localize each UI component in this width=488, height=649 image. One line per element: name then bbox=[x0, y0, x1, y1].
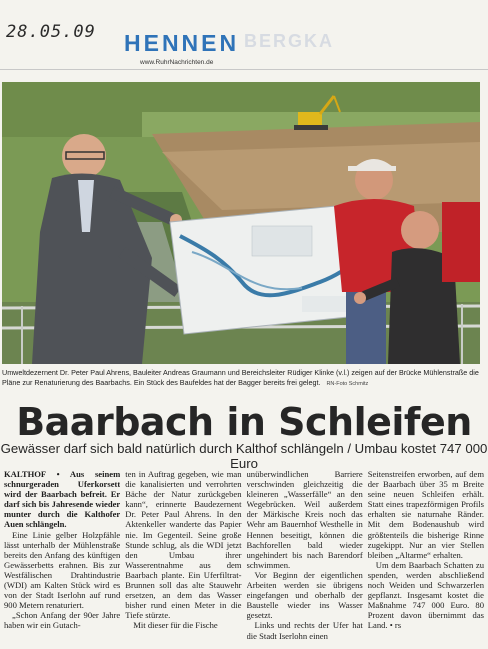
article-paragraph: Eine Linie gelber Holzpfähle lässt unterhalb der Mühlenstraße bereits den Anfang des künftigen Gewässerbetts erahnen. Bis zur Westfälischen Drahtindustrie (WDI) am Kalten Stück wird es von der Stadt Iserlohn auf rund 900 Metern renaturiert. bbox=[4, 529, 121, 611]
handwritten-date: 28.05.09 bbox=[6, 22, 96, 42]
article-paragraph: „Schon Anfang der 90er Jahre haben wir ein Gutach- bbox=[4, 610, 121, 631]
article-body bbox=[4, 469, 484, 647]
article-paragraph: Um dem Baarbach Schatten zu spenden, werden abschließend noch Weiden und Schwarzerlen gepflanzt. Insgesamt kostet die Maßnahme 747 000 Euro. 80 Prozent davon übernimmt das Land. • rs bbox=[367, 559, 484, 631]
caption-text: Umweltdezernent Dr. Peter Paul Ahrens, Bauleiter Andreas Graumann und Bereichsleiter Rüdiger Klinke (v.l.) zeigen auf der Brücke Mühlenstraße die Pläne zur Renaturierung des Baarbachs. Ein Stück des Baufeldes hat der Bagger bereits frei gelegt. bbox=[2, 368, 479, 387]
article-paragraph: ten in Auftrag gegeben, wie man die kanalisierten und verrohrten Bäche der Natur zurückgeben kann“, erinnerte Baudezernent Dr. Peter Paul Ahrens. In den Aktenkeller wanderte das Papier nie. Im Gegenteil. Seine große Stunde schlug, als die WDI jetzt den Umbau ihrer Wasserentnahme aus dem Baarbach plante. Ein Uferfiltrat-Brunnen soll das alte Stauwehr ersetzen, an dem das Wasser bisher rund einen Meter in die Tiefe stürzte. bbox=[125, 469, 242, 621]
article-lead: KALTHOF • Aus seinem schnurgeraden Uferkorsett wird der Baarbach befreit. Er darf sich bis Jahresende wieder munter durch die Kalthofer Auen schlängeln. bbox=[4, 469, 121, 530]
masthead-ghost-text: BERGKA bbox=[244, 31, 335, 51]
article-subheadline: Gewässer darf sich bald natürlich durch Kalthof schlängeln / Umbau kostet 747 000 Euro bbox=[0, 441, 488, 471]
article-column-3 bbox=[247, 469, 363, 647]
article-paragraph: Links und rechts der Ufer hat die Stadt Iserlohn einen bbox=[246, 620, 363, 641]
article-photo bbox=[2, 82, 480, 364]
article-paragraph: Vor Beginn der eigentlichen Arbeiten werden sie übrigens eingefangen und oberhalb der Baustelle wieder ins Wasser gesetzt. bbox=[246, 569, 363, 621]
article-paragraph: unüberwindlichen Barriere verschwinden gleichzeitig die kleineren „Wasserfälle“ an den Wegebrücken. Weil außerdem der Märkische Kreis noch das Wehr am Bauernhof Westhelle in Hennen beseitigt, können die Bachforellen bald wieder ungehindert bis nach Barendorf schwimmen. bbox=[246, 469, 363, 570]
article-column-1 bbox=[4, 469, 120, 647]
article-column-4 bbox=[368, 469, 484, 647]
header-rule bbox=[0, 69, 488, 70]
photo-credit: RN-Foto Schmitz bbox=[326, 381, 369, 387]
photo-caption bbox=[2, 368, 482, 389]
article-column-2 bbox=[125, 469, 241, 647]
article-paragraph: Mit dieser für die Fische bbox=[133, 620, 218, 631]
section-masthead: HENNEN bbox=[124, 30, 240, 56]
website-url: www.RuhrNachrichten.de bbox=[140, 59, 214, 66]
article-paragraph: Seitenstreifen erworben, auf dem der Baarbach über 35 m Breite seine neuen Schleifen erhält. Statt eines trapezförmigen Profils erhalten sie naturnahe Ränder. Mit dem Bodenaushub wird größtenteils die bisherige Rinne zugekippt. Nur an vier Stellen bleiben „Altarme“ erhalten. bbox=[367, 469, 484, 560]
article-headline: Baarbach in Schleifen bbox=[16, 400, 472, 444]
